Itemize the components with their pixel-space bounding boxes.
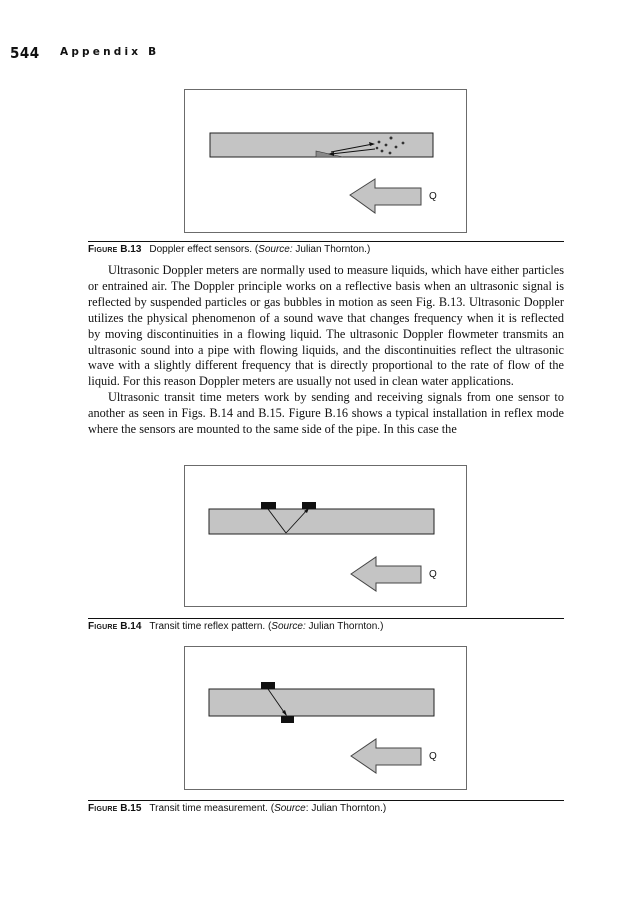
figure-b13 (184, 89, 467, 233)
figure-number: Figure B.13 (88, 244, 142, 255)
caption-source-prefix: Source: (258, 244, 293, 255)
paragraph: Ultrasonic transit time meters work by sending and receiving signals from one sensor to another as seen in Figs. B.14 and B.15. Figure B.16 shows a typical installation in reflex mode where the sensors are mounted to the same side of the pipe. In this case the (88, 390, 564, 437)
figure-b15-caption: Figure B.15 Transit time measurement. (Source: Julian Thornton.) (88, 803, 387, 814)
figure-number: Figure B.15 (88, 803, 142, 814)
pipe (209, 689, 434, 716)
flow-arrow (350, 179, 421, 213)
figure-b15-rule (88, 800, 564, 801)
flow-label: Q (429, 751, 437, 762)
figure-number: Figure B.14 (88, 621, 142, 632)
particle (402, 142, 405, 145)
caption-source: Julian Thornton. (308, 621, 381, 632)
caption-title: Transit time measurement. (149, 803, 268, 814)
sensor-transmitter (261, 502, 276, 509)
figure-b13-caption: Figure B.13 Doppler effect sensors. (Source: Julian Thornton.) (88, 244, 371, 255)
body-text (88, 263, 564, 438)
flow-arrow (351, 557, 421, 591)
sensor-top (261, 682, 275, 689)
flow-label: Q (429, 569, 437, 580)
sensor-receiver (302, 502, 316, 509)
caption-source-prefix: Source: (271, 621, 306, 632)
doppler-diagram (185, 90, 466, 232)
pipe (209, 509, 434, 534)
caption-title: Doppler effect sensors. (149, 244, 253, 255)
particle (378, 141, 381, 144)
sensor-bottom (281, 716, 294, 723)
paragraph: Ultrasonic Doppler meters are normally used to measure liquids, which have either particles or entrained air. The Doppler principle works on a reflective basis when an ultrasonic signal is reflected by suspended particles or gas bubbles in motion as seen Fig. B.13. Ultrasonic Doppler utilizes the physical phenomenon of a sound wave that changes frequency when it is reflected by moving discontinuities in a flowing liquid. The ultrasonic Doppler flowmeter transmits an ultrasonic sound into a pipe with flowing liquids, and the discontinuities reflect the ultrasonic wave with a slightly different frequency that is directly proportional to the rate of flow of the liquid. For this reason Doppler meters are usually not used in clean water applications. (88, 263, 564, 389)
particle (385, 144, 388, 147)
page-number: 544 (10, 44, 40, 62)
particle (376, 147, 379, 150)
particle (395, 146, 398, 149)
reflex-diagram (185, 466, 466, 606)
figure-b14-rule (88, 618, 564, 619)
particle (390, 137, 393, 140)
flow-label: Q (429, 191, 437, 202)
figure-b14 (184, 465, 467, 607)
caption-source: Julian Thornton. (295, 244, 367, 255)
particle (381, 150, 384, 153)
caption-source: Julian Thornton. (311, 803, 383, 814)
running-head: Appendix B (60, 46, 160, 58)
particle (389, 152, 392, 155)
caption-title: Transit time reflex pattern. (149, 621, 266, 632)
figure-b15 (184, 646, 467, 790)
figure-b13-rule (88, 241, 564, 242)
caption-source-prefix: Source (274, 803, 306, 814)
figure-b14-caption: Figure B.14 Transit time reflex pattern. (Source: Julian Thornton.) (88, 621, 384, 632)
transit-diagram (185, 647, 466, 789)
flow-arrow (351, 739, 421, 773)
